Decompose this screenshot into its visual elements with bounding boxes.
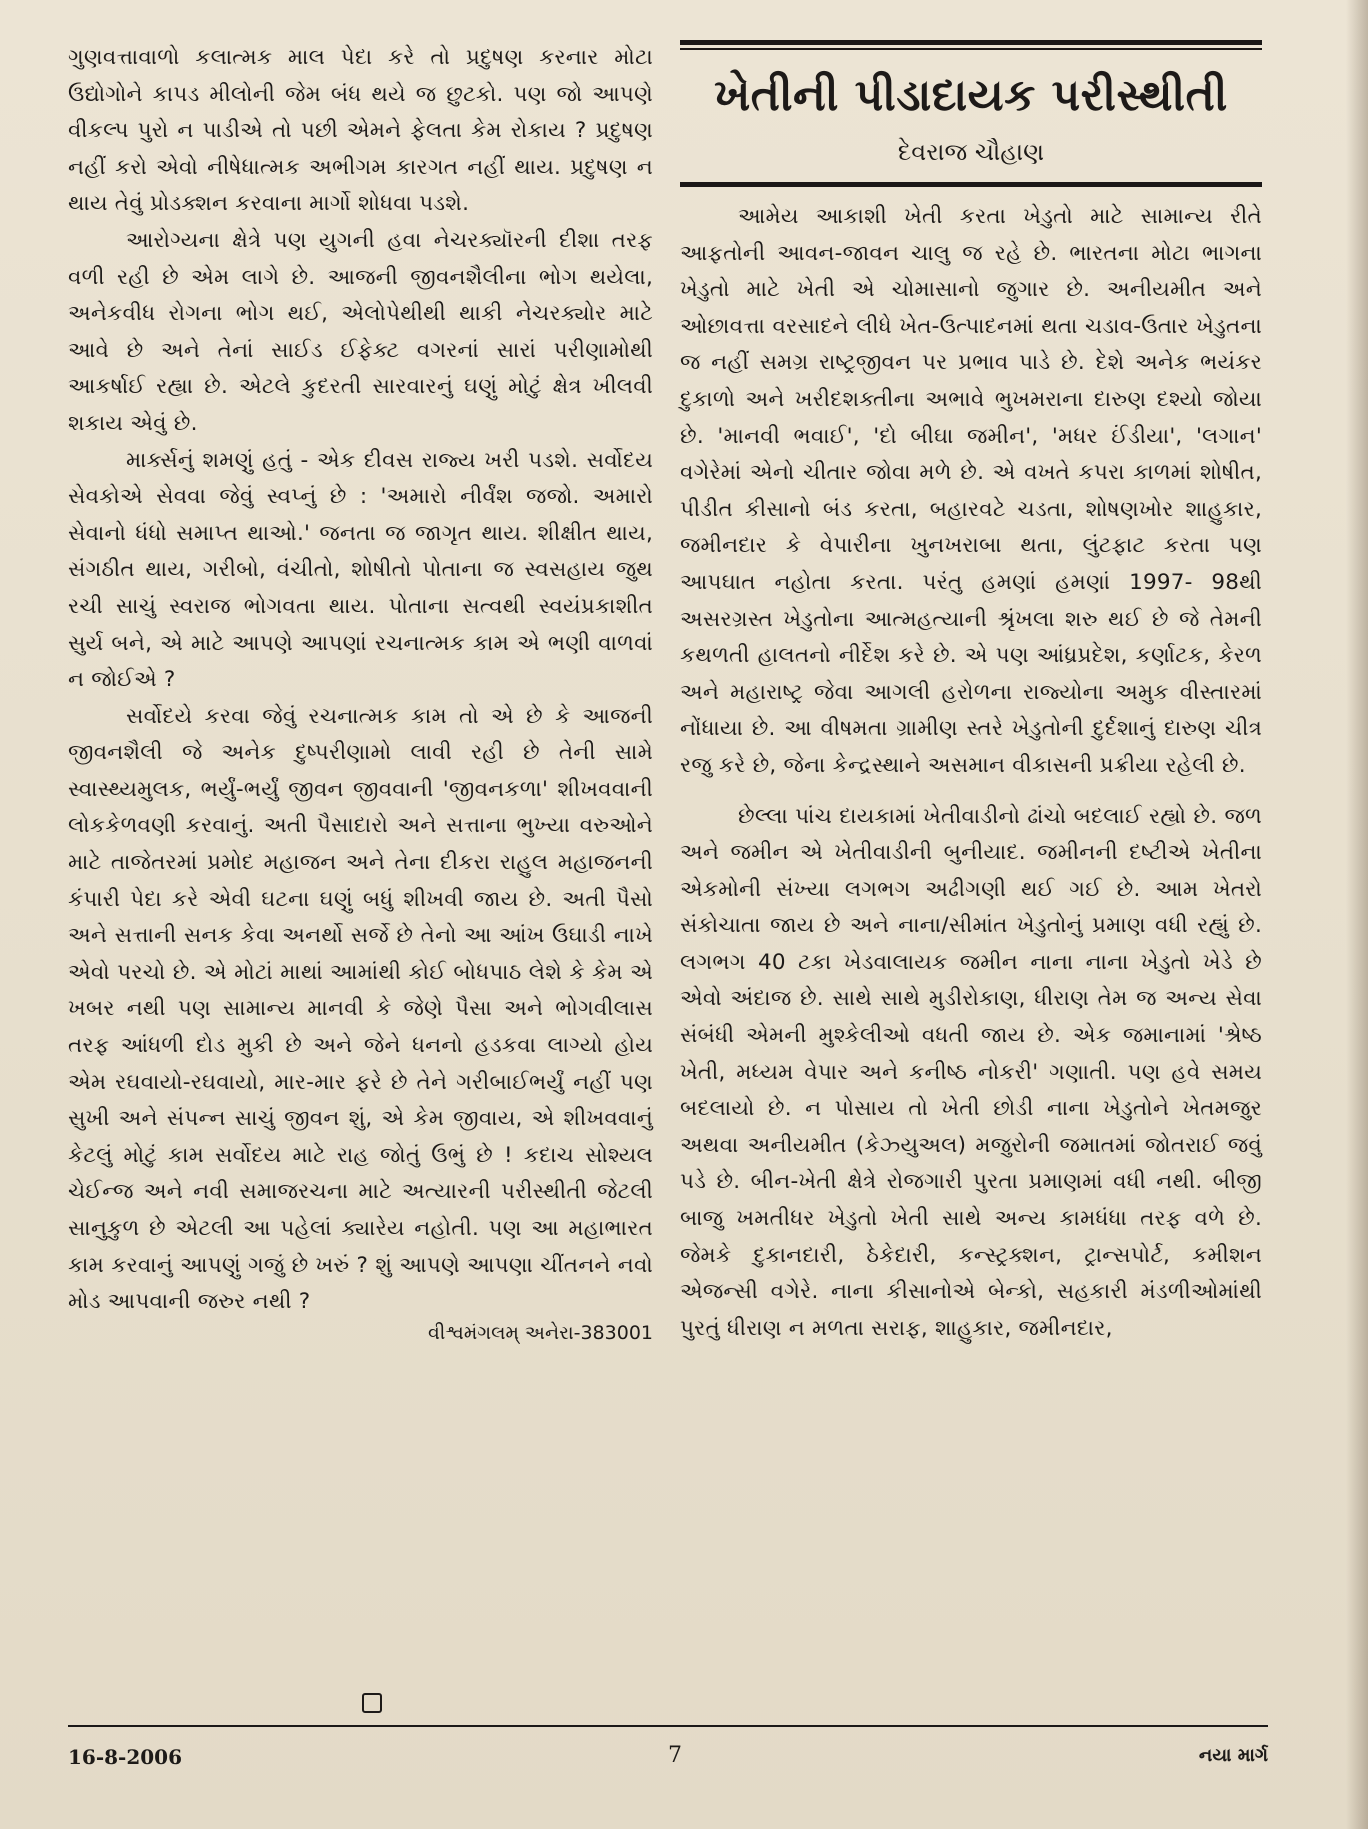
paragraph: છેલ્લા પાંચ દાયકામાં ખેતીવાડીનો ઢાંચો બદલાઈ રહ્યો છે. જળ અને જમીન એ ખેતીવાડીની બુનીયાદ. જમીનની દષ્ટીએ ખેતીના એકમોની સંખ્યા લગભગ અઢીગણી થઈ ગઈ છે. આમ ખેતરો સંકોચાતા જાય છે અને નાના/સીમાંત ખેડુતોનું પ્રમાણ વધી રહ્યું છે. લગભગ 40 ટકા ખેડવાલાયક જમીન નાના નાના ખેડુતો ખેડે છે એવો અંદાજ છે. સાથે સાથે મુડીરોકાણ, ધીરાણ તેમ જ અન્ય સેવા સંબંધી એમની મુશ્કેલીઓ વધતી જાય છે. એક જમાનામાં 'શ્રેષ્ઠ ખેતી, મધ્યમ વેપાર અને કનીષ્ઠ નોકરી' ગણાતી. પણ હવે સમય બદલાયો છે. ન પોસાય તો ખેતી છોડી નાના ખેડુતોને ખેતમજુર અથવા અનીયમીત (કેઝ્યુઅલ) મજુરોની જમાતમાં જોતરાઈ જવું પડે છે. બીન-ખેતી ક્ષેત્રે રોજગારી પુરતા પ્રમાણમાં વધી નથી. બીજી બાજુ ખમતીધર ખેડુતો ખેતી સાથે અન્ય કામધંધા તરફ વળે છે. જેમકે દુકાનદારી, ઠેકેદારી, કન્સ્ટ્રક્શન, ટ્રાન્સપોર્ટ, કમીશન એજન્સી વગેરે. નાના કીસાનોએ બેન્કો, સહકારી મંડળીઓમાંથી પુરતું ધીરાણ ન મળતા સરાફ, શાહુકાર, જમીનદાર, <box>680 803 1262 1341</box>
end-of-article-icon <box>362 1693 382 1713</box>
paragraph: આરોગ્યના ક્ષેત્રે પણ યુગની હવા નેચરક્યૉરની દીશા તરફ વળી રહી છે એમ લાગે છે. આજની જીવનશૈલીના ભોગ થયેલા, અનેકવીધ રોગના ભોગ થઈ, એલોપેથીથી થાકી નેચરક્યોર માટે આવે છે અને તેનાં સાઈડ ઈફેક્ટ વગરનાં સારાં પરીણામોથી આકર્ષાઈ રહ્યા છે. એટલે કુદરતી સારવારનું ઘણું મોટું ક્ષેત્ર ખીલવી શકાય એવું છે. <box>68 227 653 436</box>
page-edge-shadow <box>1346 0 1368 1829</box>
page-number: 7 <box>668 1743 682 1768</box>
article-title: ખેતીની પીડાદાયક પરીસ્થીતી <box>714 70 1228 121</box>
divider <box>680 40 1262 45</box>
article-author: દેવરાજ ચૌહાણ <box>897 138 1045 166</box>
left-column <box>68 40 653 1349</box>
divider <box>680 48 1262 50</box>
paragraph: આમેય આકાશી ખેતી કરતા ખેડુતો માટે સામાન્ય રીતે આફતોની આવન-જાવન ચાલુ જ રહે છે. ભારતના મોટા ભાગના ખેડુતો માટે ખેતી એ ચોમાસાનો જુગાર છે. અનીયમીત અને ઓછાવત્તા વરસાદને લીધે ખેત-ઉત્પાદનમાં થતા ચડાવ-ઉતાર ખેડુતના જ નહીં સમગ્ર રાષ્ટ્રજીવન પર પ્રભાવ પાડે છે. દેશે અનેક ભયંકર દુકાળો અને ખરીદશક્તીના અભાવે ભુખમરાના દારુણ દશ્યો જોયા છે. 'માનવી ભવાઈ', 'દો બીઘા જમીન', 'મધર ઈંડીયા', 'લગાન' વગેરેમાં એનો ચીતાર જોવા મળે છે. એ વખતે કપરા કાળમાં શોષીત, પીડીત કીસાનો બંડ કરતા, બહારવટે ચડતા, શોષણખોર શાહુકાર, જમીનદાર કે વેપારીના ખુનખરાબા થતા, લુંટફાટ કરતા પણ આપઘાત નહોતા કરતા. પરંતુ હમણાં હમણાં 1997- 98થી અસરગ્રસ્ત ખેડુતોના આત્મહત્યાની શ્રૃંખલા શરુ થઈ છે જે તેમની કથળતી હાલતનો નીર્દેશ કરે છે. એ પણ આંધ્રપ્રદેશ, કર્ણાટક, કેરળ અને મહારાષ્ટ્ર જેવા આગલી હરોળના રાજ્યોના અમુક વીસ્તારમાં નોંધાયા છે. આ વીષમતા ગ્રામીણ સ્તરે ખેડુતોની દુર્દશાનું દારુણ ચીત્ર રજુ કરે છે, જેના કેન્દ્રસ્થાને અસમાન વીકાસની પ્રક્રીયા રહેલી છે. <box>680 204 1262 778</box>
author-signature: વીશ્વમંગલમ્ અનેરા-383001 <box>428 1321 653 1344</box>
paragraph: ગુણવત્તાવાળો કલાત્મક માલ પેદા કરે તો પ્રદુષણ કરનાર મોટા ઉદ્યોગોને કાપડ મીલોની જેમ બંધ થયે જ છુટકો. પણ જો આપણે વીકલ્પ પુરો ન પાડીએ તો પછી એમને ફેલતા કેમ રોકાય ? પ્રદુષણ નહીં કરો એવો નીષેધાત્મક અભીગમ કારગત નહીં થાય. પ્રદુષણ ન થાય તેવું પ્રોડક્શન કરવાના માર્ગો શોધવા પડશે. <box>68 45 653 217</box>
issue-date: 16-8-2006 <box>68 1745 183 1769</box>
right-column <box>680 40 1262 1347</box>
page-footer <box>68 1725 1268 1767</box>
paragraph: સર્વોદયે કરવા જેવું રચનાત્મક કામ તો એ છે કે આજની જીવનશૈલી જે અનેક દુષ્પરીણામો લાવી રહી છે તેની સામે સ્વાસ્થ્યમુલક, ભર્યું-ભર્યું જીવન જીવવાની 'જીવનકળા' શીખવવાની લોકકેળવણી કરવાનું. અતી પૈસાદારો અને સત્તાના ભુખ્યા વરુઓને માટે તાજેતરમાં પ્રમોદ મહાજન અને તેના દીકરા રાહુલ મહાજનની કંપારી પેદા કરે એવી ઘટના ઘણું બધું શીખવી જાય છે. અતી પૈસો અને સત્તાની સનક કેવા અનર્થો સર્જે છે તેનો આ આંખ ઉઘાડી નાખે એવો પરચો છે. એ મોટાં માથાં આમાંથી કોઈ બોધપાઠ લેશે કે કેમ એ ખબર નથી પણ સામાન્ય માનવી કે જેણે પૈસા અને ભોગવીલાસ તરફ આંધળી દોડ મુકી છે અને જેને ધનનો હડકવા લાગ્યો હોય એમ રઘવાયો-રઘવાયો, માર-માર ફરે છે તેને ગરીબાઈભર્યું નહીં પણ સુખી અને સંપન્ન સાચું જીવન શું, એ કેમ જીવાય, એ શીખવવાનું કેટલું મોટું કામ સર્વોદય માટે રાહ જોતું ઉભું છે ! કદાચ સોશ્યલ ચેઈન્જ અને નવી સમાજરચના માટે અત્યારની પરીસ્થીતી જેટલી સાનુકુળ છે એટલી આ પહેલાં ક્યારેય નહોતી. પણ આ મહાભારત કામ કરવાનું આપણું ગજું છે ખરું ? શું આપણે આપણા ચીંતનને નવો મોડ આપવાની જરુર નથી ? <box>68 703 653 1315</box>
magazine-name: નયા માર્ગ <box>1198 1745 1268 1766</box>
paragraph: માર્ક્સનું શમણું હતું - એક દીવસ રાજ્ય ખરી પડશે. સર્વોદય સેવકોએ સેવવા જેવું સ્વપ્નું છે : 'અમારો નીર્વંશ જજો. અમારો સેવાનો ધંધો સમાપ્ત થાઓ.' જનતા જ જાગૃત થાય. શીક્ષીત થાય, સંગઠીત થાય, ગરીબો, વંચીતો, શોષીતો પોતાના જ સ્વસહાય જુથ રચી સાચું સ્વરાજ ભોગવતા થાય. પોતાના સત્વથી સ્વયંપ્રકાશીત સુર્ય બને, એ માટે આપણે આપણાં રચનાત્મક કામ એ ભણી વાળવાં ન જોઈએ ? <box>68 447 653 693</box>
